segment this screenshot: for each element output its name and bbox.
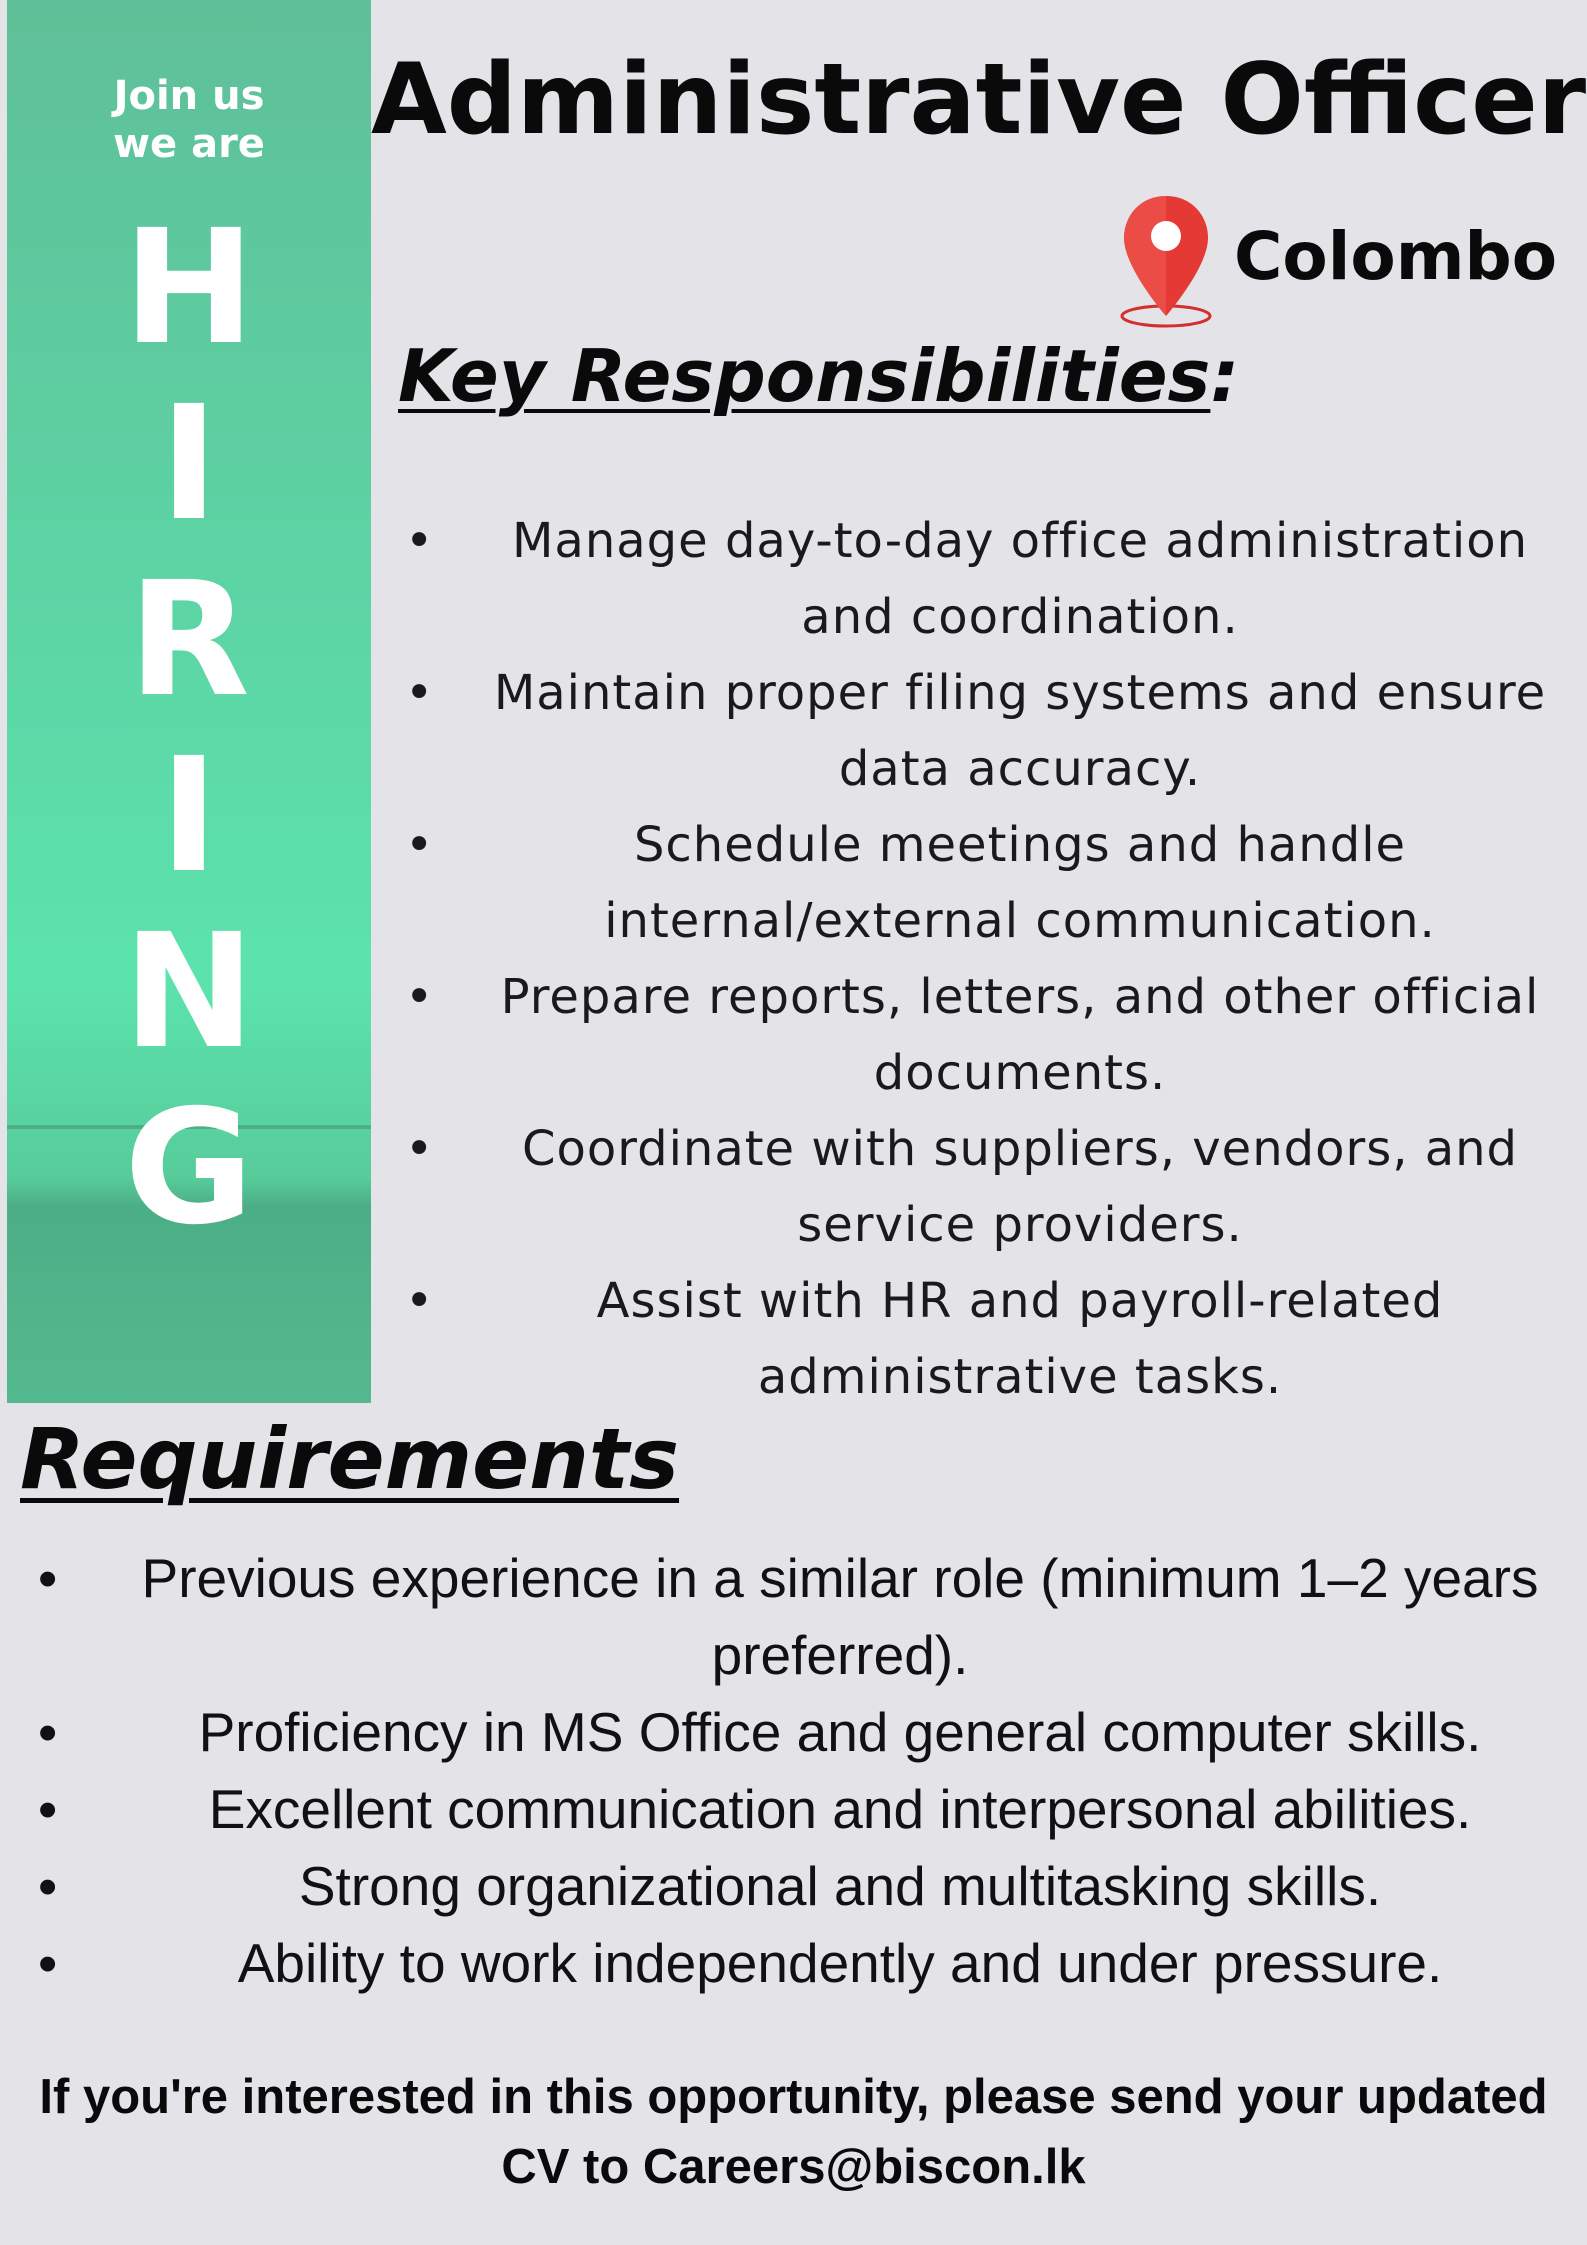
job-location bbox=[1118, 188, 1557, 338]
list-item: • Assist with HR and payroll-related administrative tasks. bbox=[400, 1263, 1570, 1415]
job-title: Administrative Officer bbox=[370, 43, 1587, 157]
join-us-text bbox=[7, 72, 371, 168]
hiring-letter: G bbox=[124, 1076, 254, 1260]
responsibilities-list bbox=[400, 503, 1570, 1415]
responsibilities-heading bbox=[398, 334, 1239, 418]
list-item: • Schedule meetings and handle internal/external communication. bbox=[400, 807, 1570, 959]
list-item: • Excellent communication and interpersonal abilities. bbox=[30, 1771, 1570, 1848]
requirements-list bbox=[30, 1540, 1570, 2002]
hiring-letter: R bbox=[128, 548, 250, 732]
hiring-letter: I bbox=[159, 724, 219, 908]
list-item: • Manage day-to-day office administration and coordination. bbox=[400, 503, 1570, 655]
location-city: Colombo bbox=[1234, 217, 1558, 295]
call-to-action bbox=[0, 2062, 1587, 2202]
list-item: • Ability to work independently and under pressure. bbox=[30, 1925, 1570, 2002]
list-item: • Maintain proper filing systems and ensure data accuracy. bbox=[400, 655, 1570, 807]
list-item: • Prepare reports, letters, and other official documents. bbox=[400, 959, 1570, 1111]
hiring-word bbox=[7, 196, 371, 1260]
map-pin-icon bbox=[1118, 188, 1226, 338]
responsibilities-heading-text: Key Responsibilities bbox=[398, 334, 1211, 418]
hiring-letter: I bbox=[159, 372, 219, 556]
list-item: • Strong organizational and multitasking skills. bbox=[30, 1848, 1570, 1925]
hiring-letter: H bbox=[122, 196, 256, 380]
list-item: • Previous experience in a similar role (minimum 1–2 years preferred). bbox=[30, 1540, 1570, 1694]
hiring-banner bbox=[7, 0, 371, 1403]
join-line-2: we are bbox=[113, 121, 265, 167]
join-line-1: Join us bbox=[113, 73, 265, 119]
list-item: • Proficiency in MS Office and general computer skills. bbox=[30, 1694, 1570, 1771]
list-item: • Coordinate with suppliers, vendors, and service providers. bbox=[400, 1111, 1570, 1263]
responsibilities-heading-colon: : bbox=[1210, 334, 1240, 418]
requirements-heading: Requirements bbox=[20, 1410, 680, 1508]
cta-line-2: CV to Careers@biscon.lk bbox=[501, 2140, 1086, 2194]
cta-line-1: If you're interested in this opportunity, please send your updated bbox=[39, 2070, 1548, 2124]
hiring-letter: N bbox=[122, 900, 256, 1084]
